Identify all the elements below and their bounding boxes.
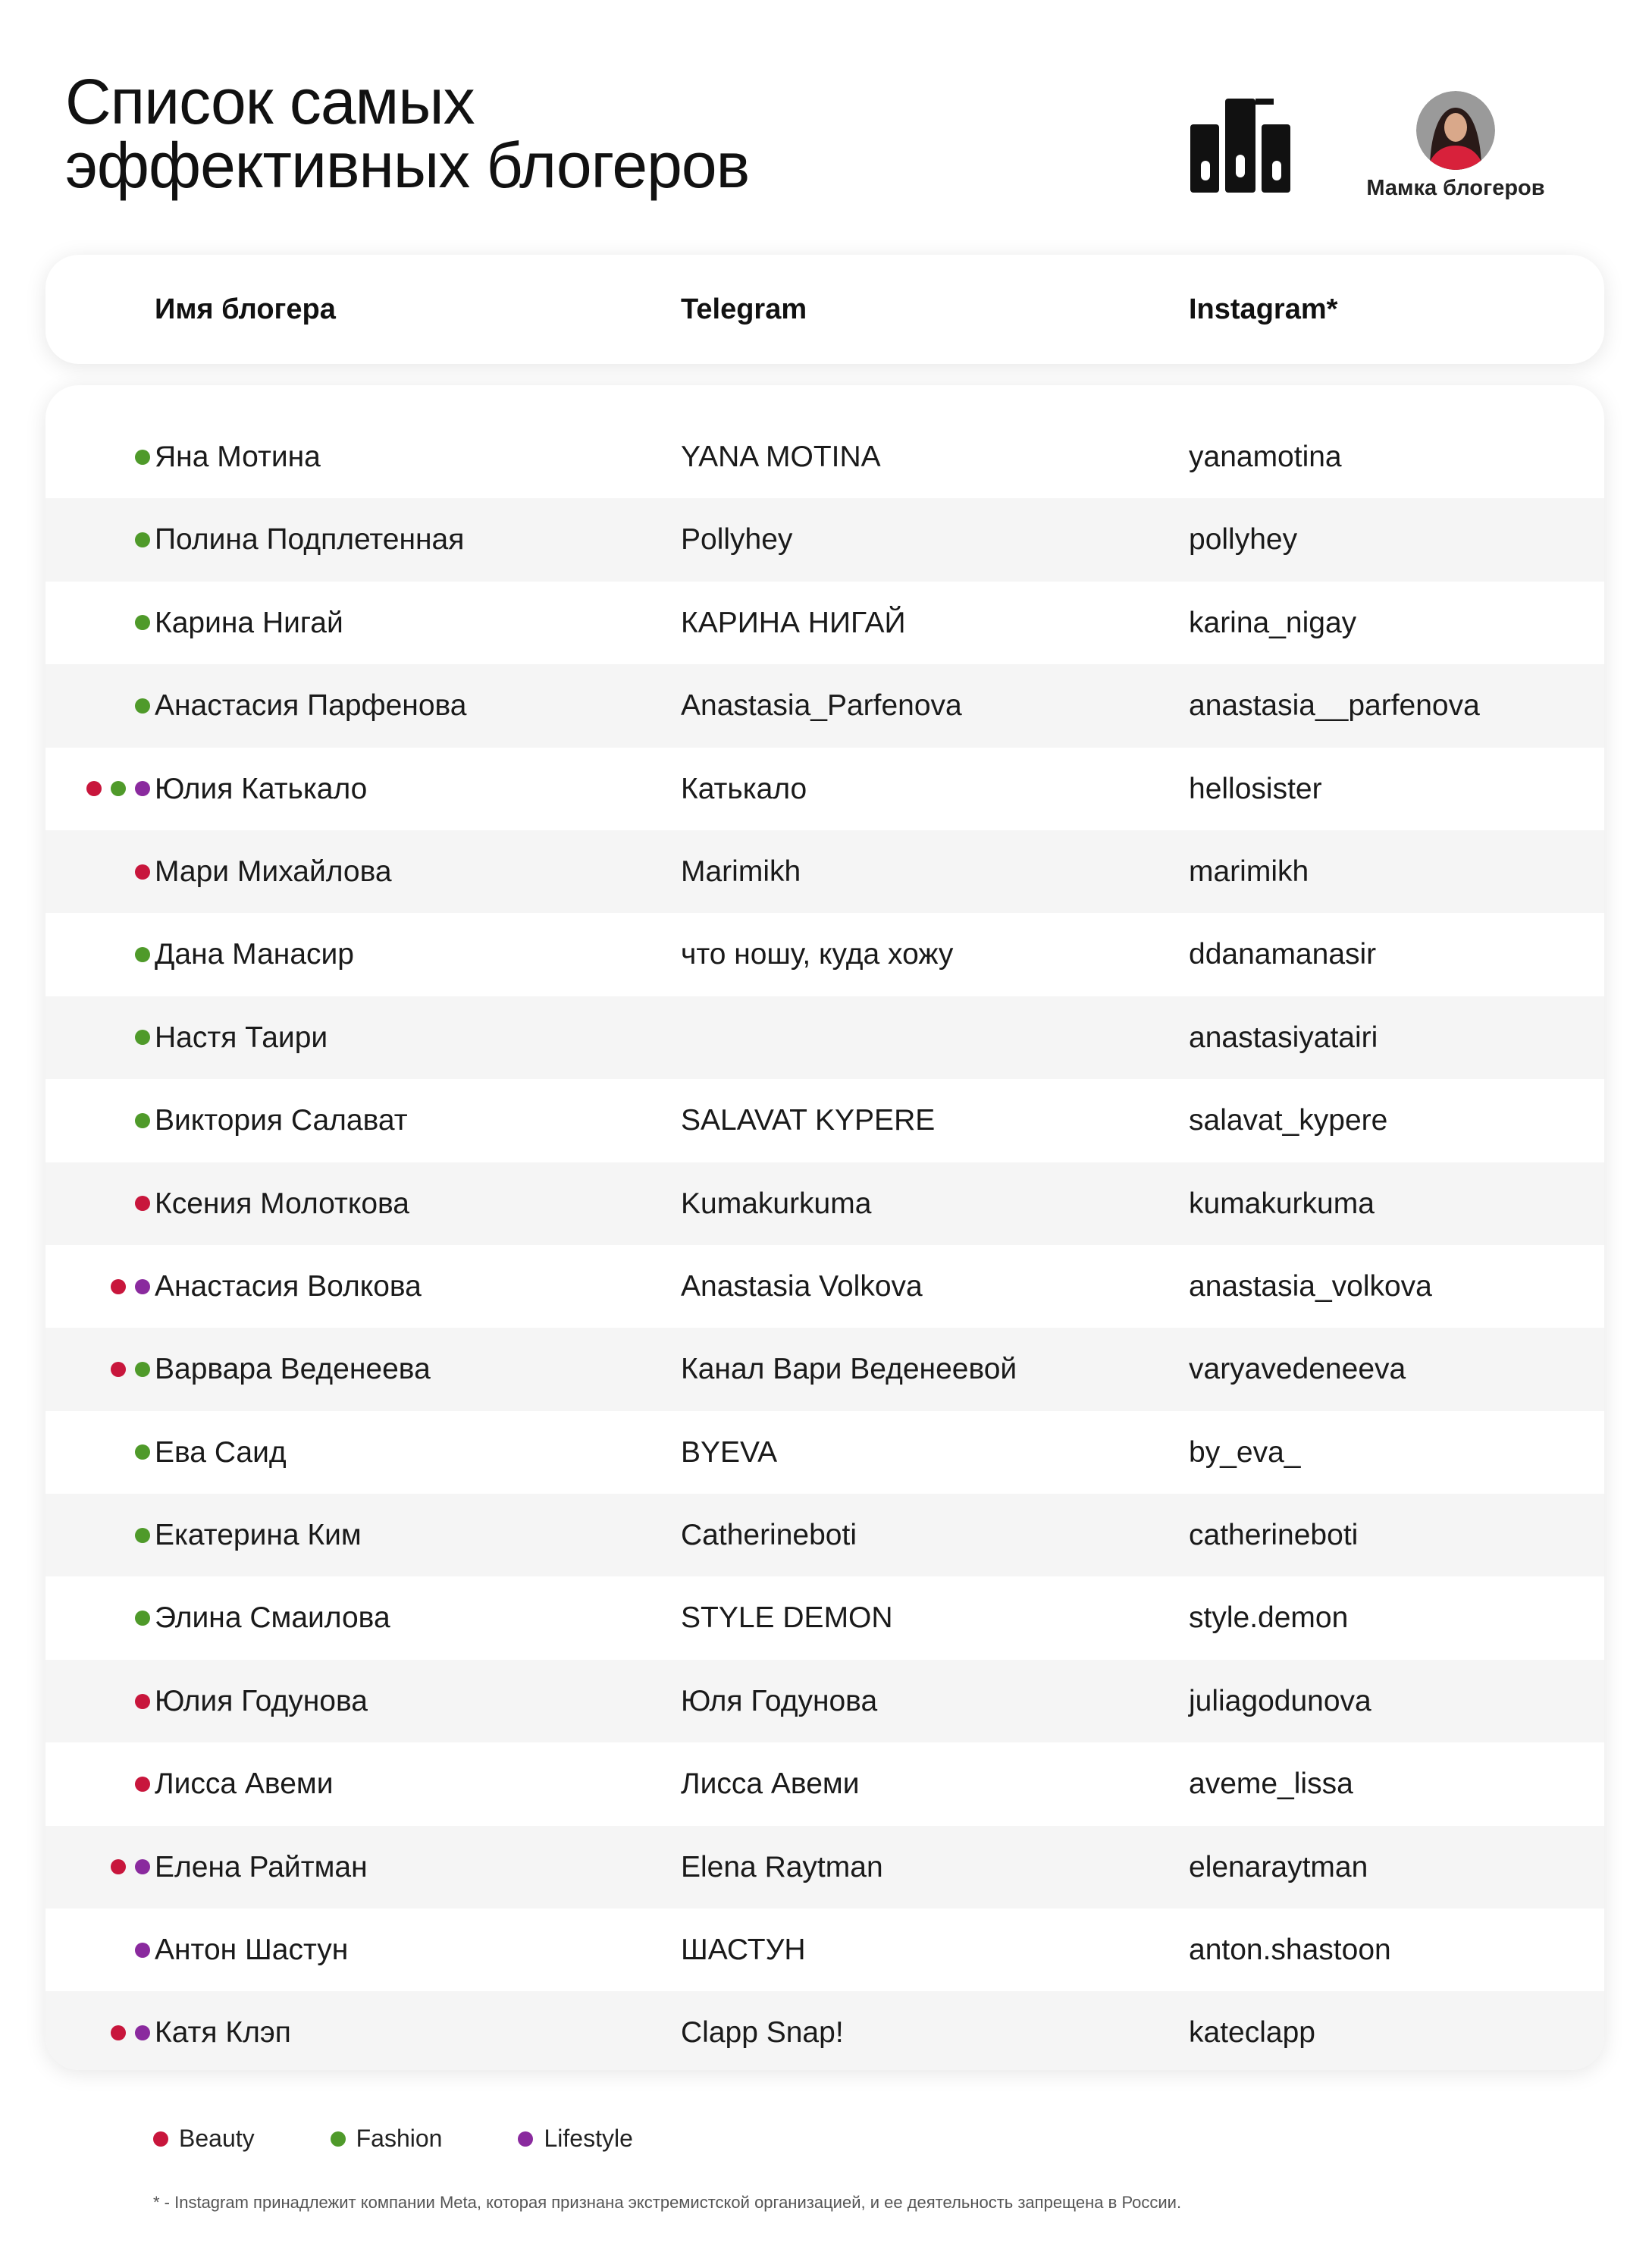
lifestyle-dot <box>135 1859 150 1874</box>
table-row <box>45 913 1604 996</box>
fashion-dot <box>111 781 126 796</box>
blogger-name: Ева Саид <box>155 1435 287 1469</box>
fashion-dot <box>135 1528 150 1543</box>
category-dots <box>135 1909 150 1991</box>
legend-item-fashion <box>331 2125 443 2153</box>
fashion-dot <box>331 2131 346 2147</box>
blogger-name: Карина Нигай <box>155 606 343 639</box>
telegram-channel: ШАСТУН <box>681 1934 806 1967</box>
table-row <box>45 1742 1604 1825</box>
fashion-dot <box>135 450 150 465</box>
beauty-dot <box>111 1859 126 1874</box>
beauty-dot <box>111 2025 126 2040</box>
instagram-handle: elenaraytman <box>1189 1850 1368 1883</box>
table-row <box>45 582 1604 664</box>
instagram-handle: anton.shastoon <box>1189 1934 1391 1967</box>
category-dots <box>135 1660 150 1742</box>
table-row <box>45 498 1604 581</box>
blogger-name: Екатерина Ким <box>155 1519 362 1552</box>
beauty-dot <box>135 864 150 880</box>
beauty-dot <box>153 2131 168 2147</box>
telegram-channel: что ношу, куда хожу <box>681 938 954 971</box>
table-row <box>45 1576 1604 1659</box>
lifestyle-dot <box>135 781 150 796</box>
header-name: Имя блогера <box>155 293 336 325</box>
legend-label: Beauty <box>179 2125 255 2152</box>
blogger-name: Мари Михайлова <box>155 855 392 888</box>
bloggers-table <box>45 385 1604 2070</box>
instagram-handle: juliagodunova <box>1189 1684 1371 1717</box>
table-row <box>45 1991 1604 2070</box>
blogger-name: Анастасия Парфенова <box>155 689 467 723</box>
footnote: * - Instagram принадлежит компании Meta, которая признана экстремистской организацией, и ее деятельность запрещена в России. <box>153 2193 1182 2212</box>
category-dots <box>135 664 150 747</box>
instagram-handle: varyavedeneeva <box>1189 1353 1406 1386</box>
beauty-dot <box>135 1196 150 1211</box>
fashion-dot <box>135 1611 150 1626</box>
category-dots <box>135 1494 150 1576</box>
table-row <box>45 1909 1604 1991</box>
category-dots <box>135 1576 150 1659</box>
blogger-name: Виктория Салават <box>155 1104 408 1137</box>
category-dots <box>135 1742 150 1825</box>
category-dots <box>135 913 150 996</box>
table-row <box>45 830 1604 913</box>
category-dots <box>111 1991 150 2070</box>
table-row <box>45 748 1604 830</box>
avatar <box>1416 91 1495 170</box>
aba-logo <box>1189 91 1295 197</box>
blogger-name: Юлия Катькало <box>155 772 368 805</box>
blogger-name: Элина Смаилова <box>155 1601 390 1635</box>
beauty-dot <box>135 1777 150 1792</box>
blogger-name: Антон Шастун <box>155 1934 349 1967</box>
fashion-dot <box>135 1030 150 1045</box>
telegram-channel: STYLE DEMON <box>681 1601 893 1635</box>
fashion-dot <box>135 698 150 714</box>
instagram-handle: karina_nigay <box>1189 606 1357 639</box>
legend <box>153 2125 709 2153</box>
telegram-channel: КАРИНА НИГАЙ <box>681 606 906 639</box>
blogger-name: Яна Мотина <box>155 441 321 473</box>
blogger-name: Ксения Молоткова <box>155 1187 409 1220</box>
legend-label: Lifestyle <box>544 2125 633 2152</box>
table-row <box>45 416 1604 498</box>
table-row <box>45 1245 1604 1328</box>
table-row <box>45 1411 1604 1494</box>
telegram-channel: Pollyhey <box>681 523 793 557</box>
fashion-dot <box>135 615 150 630</box>
category-dots <box>111 1826 150 1909</box>
beauty-dot <box>111 1362 126 1377</box>
instagram-handle: by_eva_ <box>1189 1435 1301 1469</box>
instagram-handle: kumakurkuma <box>1189 1187 1375 1220</box>
fashion-dot <box>135 1444 150 1460</box>
telegram-channel: Anastasia Volkova <box>681 1269 923 1303</box>
telegram-channel: Marimikh <box>681 855 801 888</box>
category-dots <box>111 1245 150 1328</box>
legend-item-beauty <box>153 2125 255 2153</box>
beauty-dot <box>86 781 102 796</box>
telegram-channel: Юля Годунова <box>681 1684 878 1717</box>
instagram-handle: anastasiyatairi <box>1189 1021 1378 1054</box>
fashion-dot <box>135 532 150 547</box>
table-row <box>45 664 1604 747</box>
table-row <box>45 1660 1604 1742</box>
instagram-handle: anastasia__parfenova <box>1189 689 1480 723</box>
page-title-line-1: Список самых <box>65 66 475 137</box>
fashion-dot <box>135 1113 150 1128</box>
category-dots <box>135 1411 150 1494</box>
instagram-handle: catherineboti <box>1189 1519 1359 1552</box>
table-row <box>45 1162 1604 1245</box>
lifestyle-dot <box>135 1943 150 1958</box>
telegram-channel: Kumakurkuma <box>681 1187 872 1220</box>
lifestyle-dot <box>135 2025 150 2040</box>
instagram-handle: pollyhey <box>1189 523 1298 557</box>
blogger-name: Полина Подплетенная <box>155 523 465 557</box>
header-instagram: Instagram* <box>1189 293 1338 325</box>
instagram-handle: style.demon <box>1189 1601 1349 1635</box>
category-dots <box>86 748 150 830</box>
table-row <box>45 1826 1604 1909</box>
category-dots <box>111 1328 150 1410</box>
telegram-channel: Clapp Snap! <box>681 2016 844 2050</box>
blogger-name: Настя Таири <box>155 1021 328 1054</box>
instagram-handle: yanamotina <box>1189 441 1342 473</box>
table-row <box>45 1079 1604 1162</box>
page-title-line-2: эффективных блогеров <box>65 130 750 201</box>
author-name: Мамка блогеров <box>1366 176 1545 200</box>
instagram-handle: anastasia_volkova <box>1189 1269 1432 1303</box>
table-row <box>45 996 1604 1079</box>
telegram-channel: Catherineboti <box>681 1519 857 1552</box>
fashion-dot <box>135 1362 150 1377</box>
telegram-channel: YANA MOTINA <box>681 441 881 473</box>
category-dots <box>135 498 150 581</box>
category-dots <box>135 582 150 664</box>
author-block <box>1357 91 1554 201</box>
table-row <box>45 1328 1604 1410</box>
blogger-name: Катя Клэп <box>155 2016 291 2050</box>
instagram-handle: aveme_lissa <box>1189 1767 1353 1801</box>
telegram-channel: BYEVA <box>681 1435 778 1469</box>
instagram-handle: ddanamanasir <box>1189 938 1377 971</box>
blogger-name: Анастасия Волкова <box>155 1269 422 1303</box>
telegram-channel: Elena Raytman <box>681 1850 883 1883</box>
category-dots <box>135 416 150 498</box>
table-header <box>45 255 1604 364</box>
lifestyle-dot <box>518 2131 533 2147</box>
lifestyle-dot <box>135 1279 150 1294</box>
telegram-channel: SALAVAT KYPERE <box>681 1104 936 1137</box>
page-title <box>65 66 750 201</box>
telegram-channel: Катькало <box>681 772 807 805</box>
telegram-channel: Лисса Авеми <box>681 1767 860 1801</box>
header-telegram: Telegram <box>681 293 807 325</box>
beauty-dot <box>111 1279 126 1294</box>
instagram-handle: marimikh <box>1189 855 1309 888</box>
instagram-handle: salavat_kypere <box>1189 1104 1388 1137</box>
category-dots <box>135 996 150 1079</box>
fashion-dot <box>135 947 150 962</box>
table-row <box>45 1494 1604 1576</box>
legend-item-lifestyle <box>518 2125 632 2153</box>
blogger-name: Дана Манасир <box>155 938 354 971</box>
telegram-channel: Anastasia_Parfenova <box>681 689 962 723</box>
blogger-name: Елена Райтман <box>155 1850 368 1883</box>
instagram-handle: hellosister <box>1189 772 1322 805</box>
blogger-name: Юлия Годунова <box>155 1684 368 1717</box>
table-rows <box>45 416 1604 2070</box>
blogger-name: Варвара Веденеева <box>155 1353 431 1386</box>
legend-label: Fashion <box>356 2125 443 2152</box>
category-dots <box>135 830 150 913</box>
category-dots <box>135 1162 150 1245</box>
category-dots <box>135 1079 150 1162</box>
instagram-handle: kateclapp <box>1189 2016 1315 2050</box>
blogger-name: Лисса Авеми <box>155 1767 334 1801</box>
beauty-dot <box>135 1694 150 1709</box>
telegram-channel: Канал Вари Веденеевой <box>681 1353 1017 1386</box>
